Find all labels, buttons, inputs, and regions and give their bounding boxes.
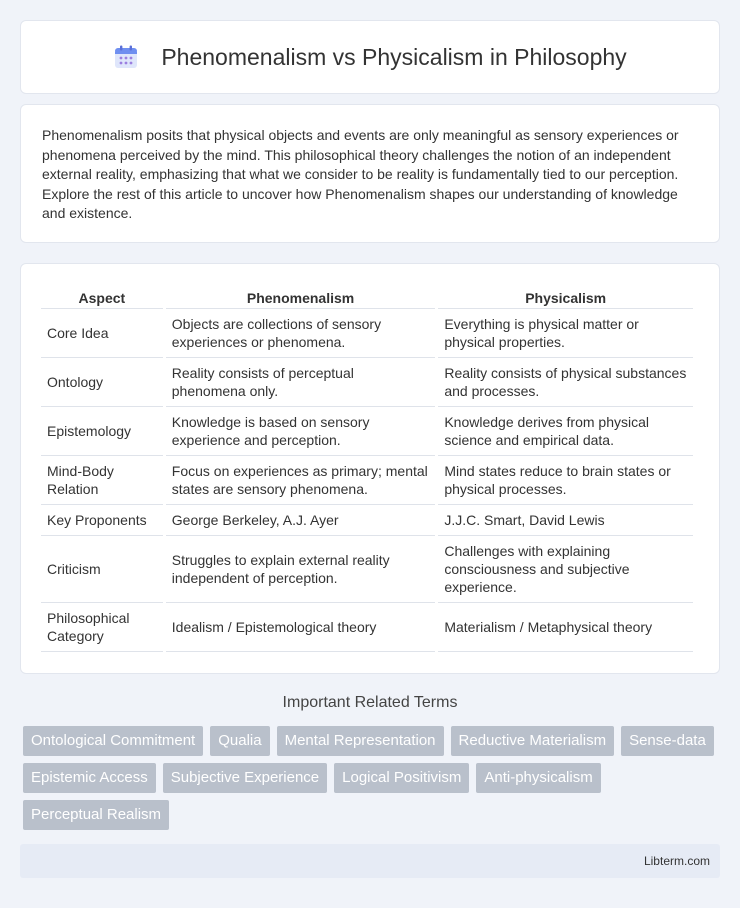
table-cell-phenomenalism: Focus on experiences as primary; mental states are sensory phenomena. [166, 456, 436, 505]
table-cell-physicalism: Materialism / Metaphysical theory [438, 603, 693, 652]
intro-card [20, 104, 720, 243]
related-term-tag[interactable]: Logical Positivism [334, 763, 469, 793]
footer [20, 844, 720, 878]
related-term-tag[interactable]: Subjective Experience [163, 763, 327, 793]
table-cell-aspect: Core Idea [41, 309, 163, 358]
table-cell-phenomenalism: Idealism / Epistemological theory [166, 603, 436, 652]
table-cell-phenomenalism: Reality consists of perceptual phenomena only. [166, 358, 436, 407]
table-row [41, 358, 693, 407]
table-cell-phenomenalism: Struggles to explain external reality independent of perception. [166, 536, 436, 603]
table-cell-aspect: Key Proponents [41, 505, 163, 536]
comparison-table-card [20, 263, 720, 674]
table-cell-aspect: Mind-Body Relation [41, 456, 163, 505]
title-card [20, 20, 720, 94]
table-row [41, 407, 693, 456]
table-cell-aspect: Philosophical Category [41, 603, 163, 652]
table-row [41, 456, 693, 505]
intro-paragraph: Phenomenalism posits that physical objects and events are only meaningful as sensory experiences or phenomena perceived by the mind. This philosophical theory challenges the notion of an independent external reality, emphasizing that what we consider to be reality is fundamentally tied to our perception. Explore the rest of this article to uncover how Phenomenalism shapes our understanding of knowledge and existence. [42, 127, 679, 222]
table-cell-physicalism: Knowledge derives from physical science and empirical data. [438, 407, 693, 456]
related-term-tag[interactable]: Ontological Commitment [23, 726, 203, 756]
related-term-tag[interactable]: Sense-data [621, 726, 714, 756]
related-terms-list [23, 726, 723, 830]
related-term-tag[interactable]: Reductive Materialism [451, 726, 615, 756]
table-cell-physicalism: Everything is physical matter or physical properties. [438, 309, 693, 358]
table-cell-physicalism: Reality consists of physical substances and processes. [438, 358, 693, 407]
table-cell-physicalism: J.J.C. Smart, David Lewis [438, 505, 693, 536]
related-term-tag[interactable]: Anti-physicalism [476, 763, 600, 793]
related-term-tag[interactable]: Qualia [210, 726, 269, 756]
table-cell-aspect: Criticism [41, 536, 163, 603]
related-terms-heading: Important Related Terms [282, 694, 458, 711]
related-term-tag[interactable]: Perceptual Realism [23, 800, 169, 830]
table-cell-phenomenalism: Objects are collections of sensory experiences or phenomena. [166, 309, 436, 358]
table-header-row [41, 284, 693, 309]
footer-brand-link[interactable]: Libterm.com [643, 854, 710, 868]
table-row [41, 309, 693, 358]
table-row [41, 505, 693, 536]
page-title: Phenomenalism vs Physicalism in Philosophy [161, 43, 627, 70]
related-term-tag[interactable]: Mental Representation [277, 726, 444, 756]
table-cell-phenomenalism: George Berkeley, A.J. Ayer [166, 505, 436, 536]
column-header-phenomenalism: Phenomenalism [166, 284, 436, 309]
table-cell-aspect: Ontology [41, 358, 163, 407]
table-row [41, 603, 693, 652]
table-cell-phenomenalism: Knowledge is based on sensory experience and perception. [166, 407, 436, 456]
calendar-icon [113, 44, 139, 70]
table-row [41, 536, 693, 603]
column-header-aspect: Aspect [41, 284, 163, 309]
comparison-table [38, 284, 696, 652]
related-term-tag[interactable]: Epistemic Access [23, 763, 156, 793]
column-header-physicalism: Physicalism [438, 284, 693, 309]
table-cell-physicalism: Mind states reduce to brain states or physical processes. [438, 456, 693, 505]
table-cell-physicalism: Challenges with explaining consciousness and subjective experience. [438, 536, 693, 603]
table-cell-aspect: Epistemology [41, 407, 163, 456]
